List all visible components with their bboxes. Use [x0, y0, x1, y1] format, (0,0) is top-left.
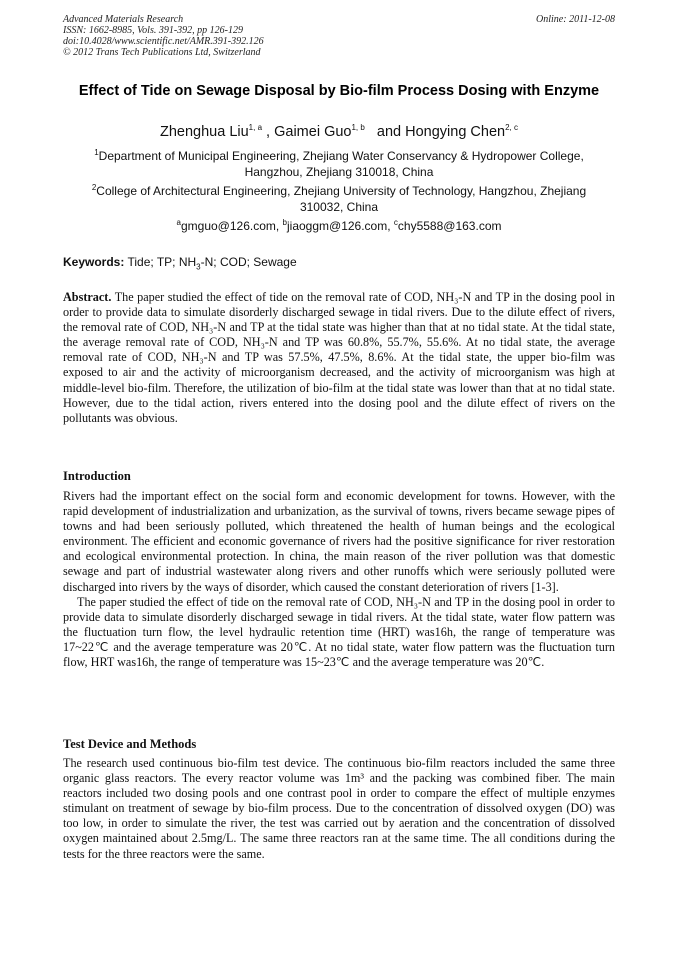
affiliation-mark: 2	[91, 183, 97, 192]
keywords	[63, 254, 615, 270]
paper-title: Effect of Tide on Sewage Disposal by Bio-film Process Dosing with Enzyme	[78, 83, 600, 99]
keywords-text: -N; COD; Sewage	[200, 255, 297, 269]
keywords-text: Tide; TP; NH	[124, 255, 197, 269]
email-link[interactable]: gmguo@126.com,	[180, 219, 283, 233]
abstract	[63, 290, 615, 426]
affiliation-1	[74, 148, 604, 180]
author-name: Gaimei Guo	[274, 124, 352, 140]
keywords-label: Keywords:	[63, 255, 125, 269]
paragraph: Rivers had the important effect on the social form and economic development for towns. However, with the rapid development of industrialization and urbanization, as the survival of towns, rivers became sewage pipes of towns and had been seriously polluted, which threatened the health of human beings and the ecological environment. The efficient and economic governance of rivers had the positive significance for river restoration and ecological environmental protection. In china, the main reason of the river pollution was that domestic sewage and part of industrial wastewater along rivers and other runoffs which were seriously polluted were discharged into rivers by the ways of disorder, which caused the constant deterioration of rivers [1-3].	[63, 489, 615, 594]
abstract-label: Abstract.	[63, 290, 112, 304]
affiliation-2	[74, 183, 604, 215]
section-heading-test-device: Test Device and Methods	[63, 737, 197, 751]
email-mark: b	[282, 218, 287, 227]
test-device-body	[63, 756, 615, 862]
journal-header	[63, 14, 264, 58]
author-emails	[63, 218, 615, 234]
online-date: Online: 2011-12-08	[536, 14, 615, 25]
email-link[interactable]: jiaoggm@126.com,	[287, 219, 394, 233]
affiliation-mark: 1	[94, 148, 99, 157]
keywords-subscript: 3	[196, 262, 201, 272]
author-name: Zhenghua Liu	[159, 124, 249, 140]
author-affiliation-mark: 1, b	[351, 123, 365, 133]
section-heading-introduction: Introduction	[63, 469, 131, 483]
paragraph: The paper studied the effect of tide on the removal rate of COD, NH₃-N and TP in the dosing pool in order to provide data to simulate disorderly discharged sewage in tidal rivers. At the tidal state, water flow pattern was the fluctuation turn flow, the level hydraulic retention time (HRT) was16h, the range of temperature was 17~22℃ and the average temperature was 20℃. At no tidal state, water flow pattern was the fluctuation turn flow, HRT was16h, the range of temperature was 15~23℃ and the average temperature was 20℃.	[63, 594, 615, 670]
author-name: Hongying Chen	[405, 124, 506, 140]
journal-name: Advanced Materials Research	[63, 14, 184, 25]
email-mark: c	[393, 218, 398, 227]
journal-copyright: © 2012 Trans Tech Publications Ltd, Switzerland	[63, 47, 261, 58]
email-mark: a	[176, 218, 181, 227]
author-separator: and	[364, 124, 406, 140]
affiliation-text: Department of Municipal Engineering, Zhejiang Water Conservancy & Hydropower College, Hangzhou, Zhejiang 310018, China	[98, 149, 584, 179]
paragraph: The research used continuous bio-film test device. The continuous bio-film reactors included the same three organic glass reactors. The every reactor volume was 1m³ and the packing was combined fiber. The main reactors included two dosing pools and one contrast pool in order to compare the effect of multiple enzymes stimulant on treatment of sewage by bio-film process. Due to the concentration of dissolved oxygen (DO) was too low, in order to simulate the river, the test was carried out by aeration and the concentration of dissolved oxygen maintained about 2.5mg/L. The same three reactors ran at the same time. The all conditions during the tests for the three reactors were the same.	[63, 756, 615, 861]
introduction-body	[63, 489, 615, 670]
email-link[interactable]: chy5588@163.com	[397, 219, 502, 233]
abstract-text: The paper studied the effect of tide on the removal rate of COD, NH₃-N and TP in the dosing pool in order to provide data to simulate disorderly discharged sewage in tidal rivers. Due to the dilute effect of rivers, the removal rate of COD, NH₃-N and TP at the tidal state was higher than that at no tidal state. At the tidal state, the average removal rate of COD, NH₃-N and TP was 60.8%, 55.7%, 55.6%. At no tidal state, the average removal rate of COD, NH₃-N and TP was 57.5%, 47.5%, 8.6%. At the tidal state, the upper bio-film was exposed to air and the activity of microorganism decreased, and the activity of microorganism was high at middle-level bio-film. Therefore, the utilization of bio-film at the tidal state was lower than that at no tidal state. However, due to the tidal action, rivers entered into the dosing pool and the dilute effect of rivers on the pollutants was obvious.	[63, 290, 615, 425]
journal-issn: ISSN: 1662-8985, Vols. 391-392, pp 126-129	[63, 25, 243, 36]
author-separator: ,	[262, 124, 275, 140]
author-affiliation-mark: 1, a	[248, 123, 263, 133]
journal-doi: doi:10.4028/www.scientific.net/AMR.391-392.126	[63, 36, 264, 47]
author-affiliation-mark: 2, c	[505, 123, 519, 133]
author-list	[63, 123, 615, 141]
affiliation-text: College of Architectural Engineering, Zhejiang University of Technology, Hangzhou, Zhejiang 310032, China	[96, 184, 587, 214]
